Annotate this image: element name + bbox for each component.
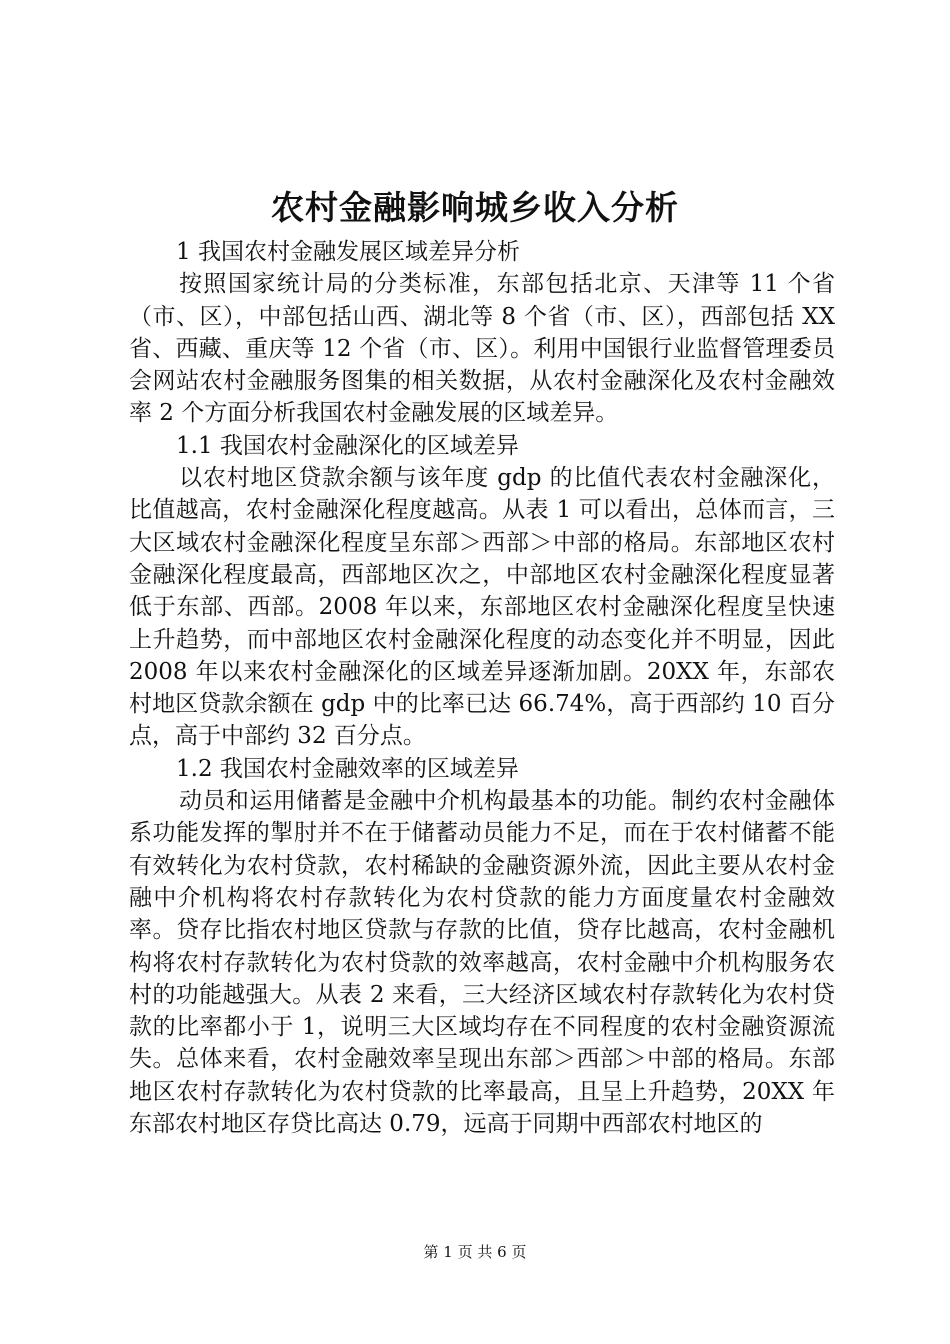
document-title: 农村金融影响城乡收入分析 bbox=[271, 188, 679, 227]
body-paragraph-3: 动员和运用储蓄是金融中介机构最基本的功能。制约农村金融体系功能发挥的掣肘并不在于储蓄动员能力不足，而在于农村储蓄不能有效转化为农村贷款，农村稀缺的金融资源外流，因此主要从农村金融中介机构将农村存款转化为农村贷款的能力方面度量农村金融效率。贷存比指农村地区贷款与存款的比值，贷存比越高，农村金融机构将农村存款转化为农村贷款的效率越高，农村金融中介机构服务农村的功能越强大。从表 2 来看，三大经济区域农村存款转化为农村贷款的比率都小于 1，说明三大区域均存在不同程度的农村金融资源流失。总体来看，农村金融效率呈现出东部＞西部＞中部的格局。东部地区农村存款转化为农村贷款的比率最高，且呈上升趋势，20XX 年东部农村地区存贷比高达 0.79，远高于同期中西部农村地区的 bbox=[129, 788, 835, 1138]
body-paragraph-1: 按照国家统计局的分类标准，东部包括北京、天津等 11 个省（市、区），中部包括山西、湖北等 8 个省（市、区），西部包括 XX 省、西藏、重庆等 12 个省（市、区）。利用中国银行业监督管理委员会网站农村金融服务图集的相关数据，从农村金融深化及农村金融效率 2 个方面分析我国农村金融发展的区域差异。 bbox=[129, 271, 835, 427]
section-heading-1: 1 我国农村金融发展区域差异分析 bbox=[176, 239, 520, 265]
section-heading-1-2: 1.2 我国农村金融效率的区域差异 bbox=[176, 755, 519, 782]
body-paragraph-2: 以农村地区贷款余额与该年度 gdp 的比值代表农村金融深化，比值越高，农村金融深化程度越高。从表 1 可以看出，总体而言，三大区域农村金融深化程度呈东部＞西部＞中部的格局。东部地区农村金融深化程度最高，西部地区次之，中部地区农村金融深化程度显著低于东部、西部。2008 年以来，东部地区农村金融深化程度呈快速上升趋势，而中部地区农村金融深化程度的动态变化并不明显，因此 2008 年以来农村金融深化的区域差异逐渐加剧。20XX 年，东部农村地区贷款余额在 gdp 中的比率已达 66.74%，高于西部约 10 百分点，高于中部约 32 百分点。 bbox=[129, 465, 835, 750]
page-footer: 第 1 页 共 6 页 bbox=[423, 1243, 527, 1261]
document-body bbox=[129, 236, 835, 1140]
section-heading-1-1: 1.1 我国农村金融深化的区域差异 bbox=[176, 432, 519, 459]
